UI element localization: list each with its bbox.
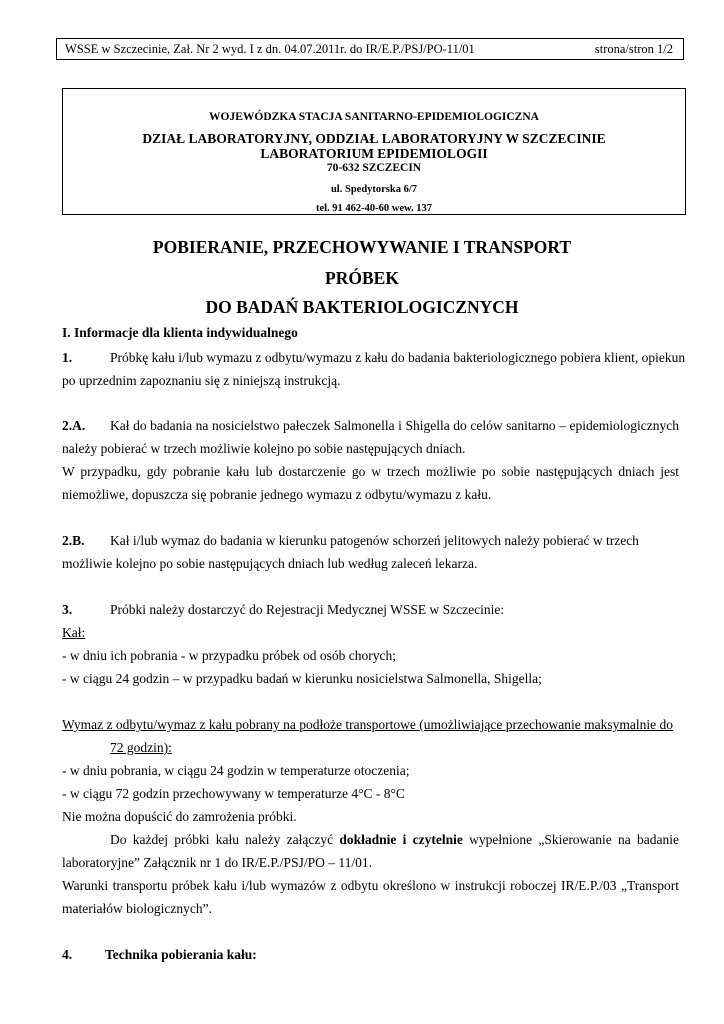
transport-line-1: Warunki transportu próbek kału i/lub wymazów z odbytu określono w instrukcji roboczej IR/E.P./03 „Transport	[62, 878, 679, 893]
paragraph-2b-number: 2.B.	[62, 533, 85, 548]
swab-item-3: Nie można dopuścić do zamrożenia próbki.	[62, 809, 297, 824]
paragraph-1-line-2: po uprzednim zapoznaniu się z niniejszą instrukcją.	[62, 373, 341, 388]
referral-line-1	[110, 832, 679, 848]
swab-heading-line-1: Wymaz z odbytu/wymaz z kału pobrany na podłoże transportowe (umożliwiające przechowanie maksymalnie do	[62, 717, 673, 732]
paragraph-4-text: Technika pobierania kału:	[105, 947, 257, 962]
paragraph-2b-text: Kał i/lub wymaz do badania w kierunku patogenów schorzeń jelitowych należy pobierać w trzech	[110, 533, 639, 548]
institution-laboratory: LABORATORIUM EPIDEMIOLOGII	[260, 146, 488, 161]
paragraph-2a-line-1	[62, 418, 679, 434]
document-title-line-1: POBIERANIE, PRZECHOWYWANIE I TRANSPORT	[152, 237, 572, 257]
referral-line-2: laboratoryjne” Załącznik nr 1 do IR/E.P./PSJ/PO – 11/01.	[62, 855, 372, 870]
document-title-line-2: PRÓBEK	[325, 268, 399, 288]
referral-text-start: Do każdej próbki kału należy załączyć	[110, 832, 334, 847]
paragraph-1-text: Próbkę kału i/lub wymazu z odbytu/wymazu z kału do badania bakteriologicznego pobiera klient, opiekun	[110, 350, 686, 365]
institution-city: 70-632 SZCZECIN	[326, 162, 422, 174]
feces-item-2: - w ciągu 24 godzin – w przypadku badań w kierunku nosicielstwa Salmonella, Shigella;	[62, 671, 542, 686]
paragraph-2a-number: 2.A.	[62, 418, 86, 433]
institution-box	[62, 88, 686, 215]
referral-emphasis: dokładnie i czytelnie	[339, 832, 463, 847]
paragraph-4-number: 4.	[62, 947, 73, 962]
paragraph-4-heading	[62, 947, 257, 963]
paragraph-2a-line-2: należy pobierać w trzech możliwie kolejno po sobie następujących dniach.	[62, 441, 466, 456]
institution-phone: tel. 91 462-40-60 wew. 137	[315, 203, 433, 214]
document-title-line-3: DO BADAŃ BAKTERIOLOGICZNYCH	[205, 297, 519, 317]
paragraph-3-line-1	[62, 602, 504, 618]
paragraph-1-line-1	[62, 350, 686, 366]
section-heading: I. Informacje dla klienta indywidualnego	[62, 325, 298, 340]
transport-line-2: materiałów biologicznych”.	[62, 901, 212, 916]
paragraph-2b-line-2: możliwie kolejno po sobie następujących dniach lub według zaleceń lekarza.	[62, 556, 478, 571]
header-document-reference: WSSE w Szczecinie, Zał. Nr 2 wyd. I z dn. 04.07.2011r. do IR/E.P./PSJ/PO-11/01	[65, 41, 475, 56]
paragraph-2a-line-3: W przypadku, gdy pobranie kału lub dostarczenie go w trzech możliwie po sobie następujących dniach jest	[62, 464, 679, 479]
institution-name: WOJEWÓDZKA STACJA SANITARNO-EPIDEMIOLOGICZNA	[209, 111, 539, 123]
swab-item-2: - w ciągu 72 godzin przechowywany w temperaturze 4°C - 8°C	[62, 786, 405, 801]
page-header	[56, 38, 684, 60]
paragraph-2a-text: Kał do badania na nosicielstwo pałeczek Salmonella i Shigella do celów sanitarno – epidemiologicznych	[110, 418, 679, 433]
paragraph-3-number: 3.	[62, 602, 73, 617]
paragraph-3-text: Próbki należy dostarczyć do Rejestracji Medycznej WSSE w Szczecinie:	[110, 602, 505, 617]
feces-item-1: - w dniu ich pobrania - w przypadku próbek od osób chorych;	[62, 648, 397, 663]
feces-label: Kał:	[62, 625, 86, 640]
paragraph-2a-line-4: niemożliwe, dopuszcza się pobranie jednego wymazu z odbytu/wymazu z kału.	[62, 487, 492, 502]
institution-department	[63, 131, 685, 161]
institution-street: ul. Spedytorska 6/7	[330, 184, 418, 195]
paragraph-2b-line-1	[62, 533, 639, 549]
paragraph-1-number: 1.	[62, 350, 73, 365]
swab-heading-line-2: 72 godzin):	[110, 740, 172, 755]
swab-item-1: - w dniu pobrania, w ciągu 24 godzin w temperaturze otoczenia;	[62, 763, 410, 778]
institution-department-line: DZIAŁ LABORATORYJNY, ODDZIAŁ LABORATORYJNY W SZCZECINIE	[142, 131, 606, 146]
header-page-counter: strona/stron 1/2	[594, 41, 673, 56]
referral-text-end: wypełnione „Skierowanie na badanie	[469, 832, 679, 847]
